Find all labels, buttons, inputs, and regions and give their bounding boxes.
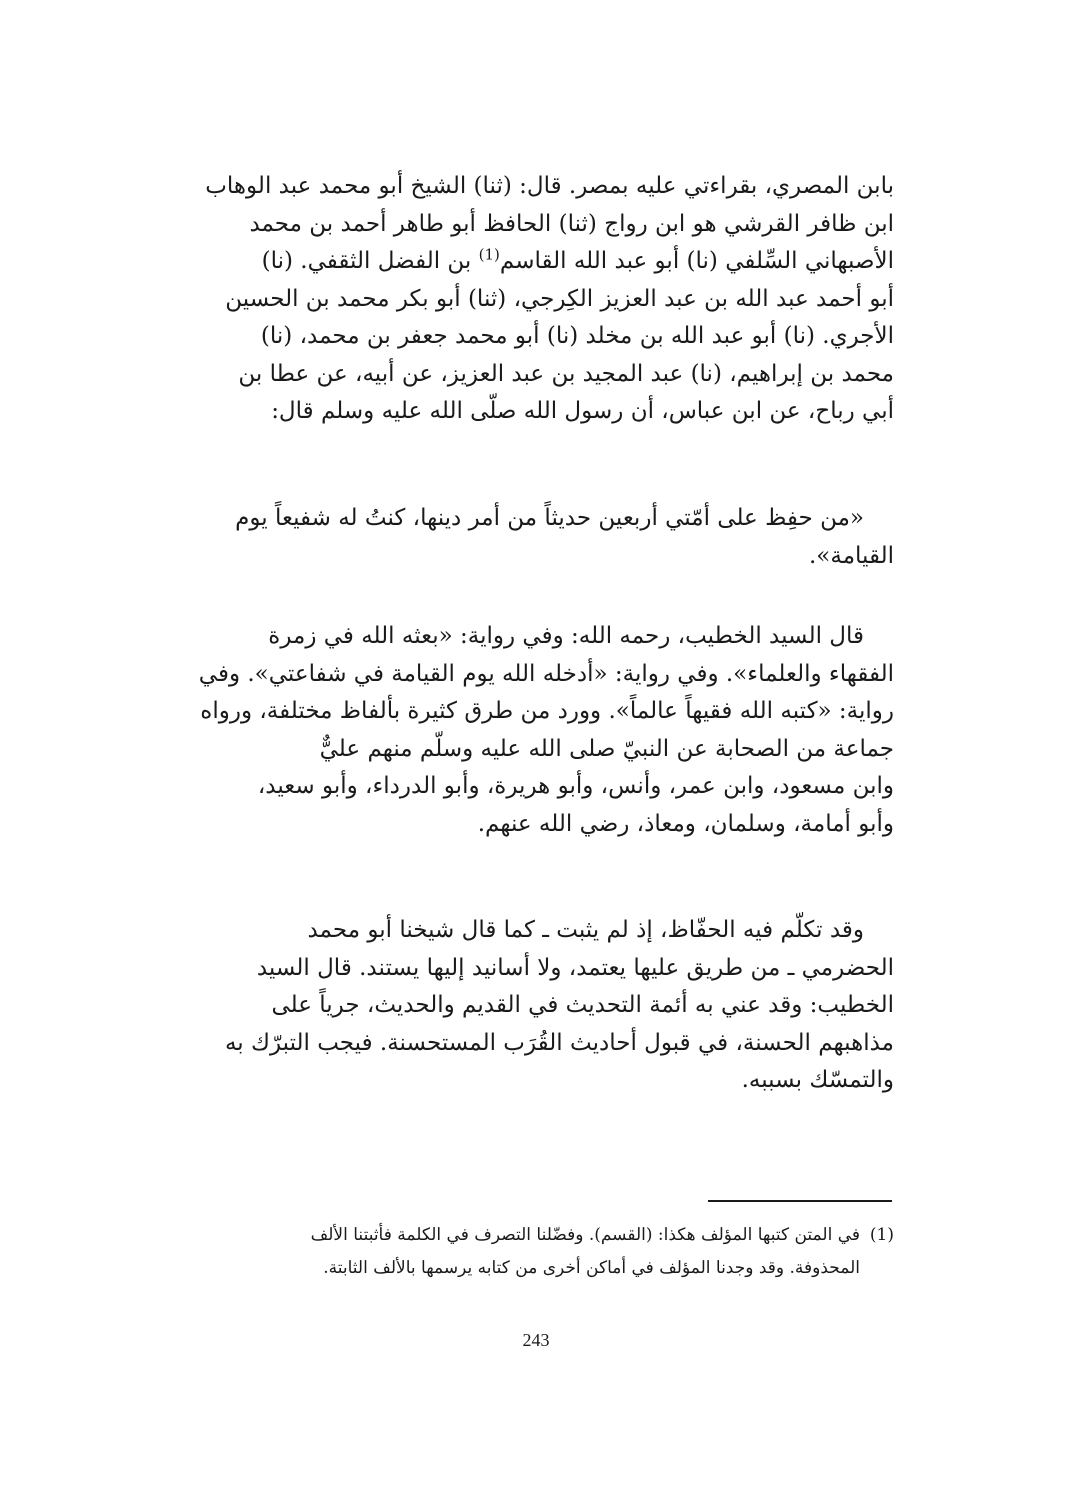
- footnote-line: [188, 1219, 894, 1252]
- footnote: [188, 1219, 894, 1285]
- text-line: الفقهاء والعلماء». وفي رواية: «أدخله الله يوم القيامة في شفاعتي». وفي: [198, 660, 894, 687]
- text-line: ابن ظافر القرشي هو ابن رواج (ثنا) الحافظ أبو طاهر أحمد بن محمد: [249, 210, 894, 237]
- paragraph-commentary: [188, 912, 894, 1100]
- text-line: والتمسّك بسببه.: [741, 1067, 894, 1093]
- text-line: القيامة».: [808, 542, 894, 569]
- text-line: وأبو أمامة، وسلمان، ومعاذ، رضي الله عنهم.: [477, 810, 894, 837]
- text-line: وابن مسعود، وابن عمر، وأنس، وأبو هريرة، وأبو الدرداء، وأبو سعيد،: [257, 773, 894, 799]
- text-line: وقد تكلّم فيه الحفّاظ، إذ لم يثبت ـ كما قال شيخنا أبو محمد: [307, 917, 864, 943]
- text-line: محمد بن إبراهيم، (نا) عبد المجيد بن عبد العزيز، عن أبيه، عن عطا بن: [238, 360, 894, 387]
- footnote-line: المحذوفة. وقد وجدنا المؤلف في أماكن أخرى من كتابه يرسمها بالألف الثابتة.: [323, 1258, 860, 1278]
- text-line: قال السيد الخطيب، رحمه الله: وفي رواية: «بعثه الله في زمرة: [268, 623, 864, 649]
- text-segment: بن الفضل الثقفي. (نا): [261, 248, 479, 274]
- paragraph-narrations: [188, 618, 894, 843]
- text-segment: الأصبهاني السِّلفي (نا) أبو عبد الله القاسم: [499, 248, 894, 274]
- paragraph-isnad: [188, 168, 894, 431]
- footnote-reference[interactable]: (1): [478, 245, 500, 264]
- text-line: أبي رباح، عن ابن عباس، أن رسول الله صلّى الله عليه وسلم قال:: [271, 398, 894, 424]
- text-line: [188, 243, 894, 281]
- text-line: الأجري. (نا) أبو عبد الله بن مخلد (نا) أبو محمد جعفر بن محمد، (نا): [260, 323, 894, 349]
- text-line: الخطيب: وقد عني به أئمة التحديث في القديم والحديث، جرياً على: [271, 992, 894, 1018]
- text-line: بابن المصري، بقراءتي عليه بمصر. قال: (ثنا) الشيخ أبو محمد عبد الوهاب: [205, 173, 894, 199]
- text-line: «من حفِظ على أمّتي أربعين حديثاً من أمر دينها، كنتُ له شفيعاً يوم: [235, 505, 864, 531]
- footnote-text: في المتن كتبها المؤلف هكذا: (القسم). وفضّلنا التصرف في الكلمة فأثبتنا الألف: [310, 1225, 860, 1245]
- page-number: 243: [522, 1330, 550, 1350]
- paragraph-hadith: [188, 500, 894, 575]
- text-line: رواية: «كتبه الله فقيهاً عالماً». وورد من طرق كثيرة بألفاظ مختلفة، ورواه: [200, 698, 894, 724]
- footnote-divider: [708, 1200, 892, 1202]
- text-line: مذاهبهم الحسنة، في قبول أحاديث القُرَب المستحسنة. فيجب التبرّك به: [224, 1029, 894, 1056]
- text-line: الحضرمي ـ من طريق عليها يعتمد، ولا أسانيد إليها يستند. قال السيد: [256, 954, 894, 981]
- text-line: أبو أحمد عبد الله بن عبد العزيز الكِرجي، (ثنا) أبو بكر محمد بن الحسين: [225, 285, 894, 312]
- text-line: جماعة من الصحابة عن النبيّ صلى الله عليه وسلّم منهم عليٌّ: [319, 735, 894, 762]
- footnote-marker: (1): [869, 1225, 894, 1245]
